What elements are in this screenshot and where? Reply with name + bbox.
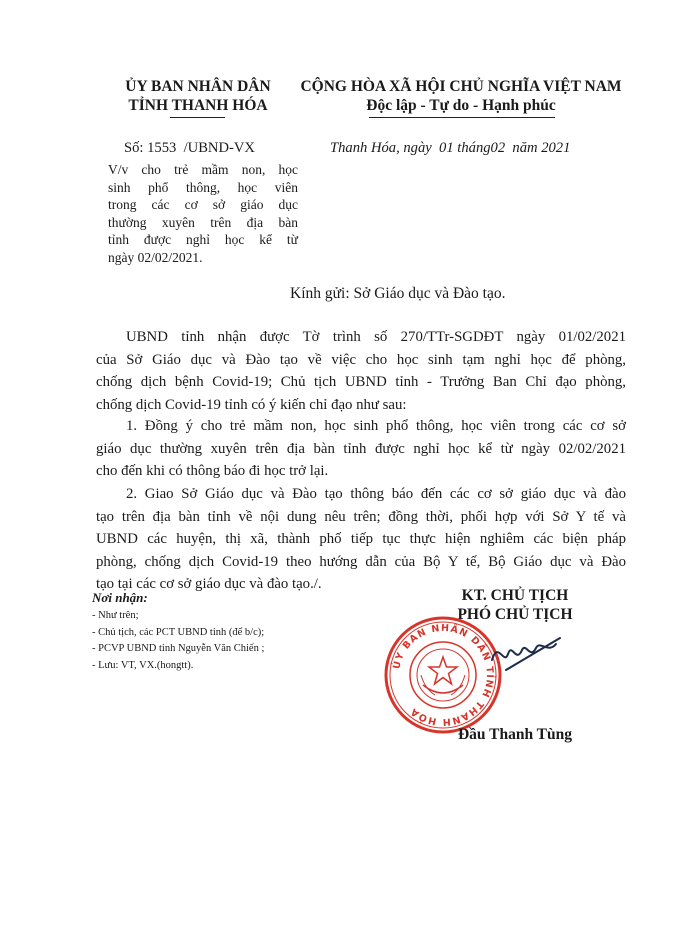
recipient-item: - Lưu: VT, VX.(hongtt). xyxy=(92,659,194,671)
signer-name: Đầu Thanh Tùng xyxy=(457,726,573,743)
org-underline xyxy=(170,117,225,118)
intro-paragraph xyxy=(96,326,626,416)
body-line: giáo dục thường xuyên trên địa bàn tỉnh được nghỉ học kể từ ngày 02/02/2021 xyxy=(96,440,626,457)
body-line: UBND các huyện, thị xã, thành phố tiếp tục thực hiện nghiêm các biện pháp xyxy=(96,531,626,547)
document-subject xyxy=(108,161,298,266)
org-name-line2: TỈNH THANH HÓA xyxy=(128,97,268,114)
subject-line: V/v cho trẻ mầm non, học xyxy=(108,162,298,177)
subject-line: tỉnh được nghỉ học kể từ xyxy=(108,232,298,247)
body-line: cho đến khi có thông báo đi học trở lại. xyxy=(96,463,329,479)
body-line: UBND tỉnh nhận được Tờ trình số 270/TTr-SGDĐT ngày 01/02/2021 xyxy=(126,329,626,345)
body-line: tạo trên địa bàn tỉnh về nội dung nêu trên; đồng thời, phối hợp với Sở Y tế và xyxy=(96,508,626,525)
motto-underline xyxy=(369,117,555,118)
recipient-line: Kính gửi: Sở Giáo dục và Đào tạo. xyxy=(290,285,506,302)
national-title: CỘNG HÒA XÃ HỘI CHỦ NGHĨA VIỆT NAM xyxy=(300,78,622,95)
subject-line: sinh phổ thông, học viên xyxy=(108,179,298,195)
item2-paragraph xyxy=(96,483,626,596)
recipients-list xyxy=(92,608,264,674)
body-line: chống dịch Covid-19 tỉnh có ý kiến chỉ đạo như sau: xyxy=(96,396,407,413)
org-name-line1: ỦY BAN NHÂN DÂN xyxy=(125,78,271,95)
national-motto: Độc lập - Tự do - Hạnh phúc xyxy=(366,97,556,114)
body-line: của Sở Giáo dục và Đào tạo về việc cho học sinh tạm nghỉ học để phòng, xyxy=(96,351,626,368)
official-stamp xyxy=(383,615,503,735)
recipients-title: Nơi nhận: xyxy=(92,590,148,605)
recipient-item: - Như trên; xyxy=(92,610,139,621)
body-line: chống dịch bệnh Covid-19; Chủ tịch UBND tỉnh - Trưởng Ban Chỉ đạo phòng, xyxy=(96,374,626,390)
handwritten-signature xyxy=(486,630,566,680)
recipient-item: - Chủ tịch, các PCT UBND tỉnh (để b/c); xyxy=(92,626,265,638)
subject-line: thường xuyên trên địa bàn xyxy=(108,214,298,230)
subject-line: trong các cơ sở giáo dục xyxy=(108,197,298,212)
document-number: Số: 1553 /UBND-VX xyxy=(124,140,255,156)
body-line: tạo tại các cơ sở giáo dục và đào tạo./. xyxy=(96,576,322,592)
body-line: 1. Đồng ý cho trẻ mầm non, học sinh phổ thông, học viên trong các cơ sở xyxy=(126,418,626,434)
signature-title1: KT. CHỦ TỊCH xyxy=(461,587,569,604)
item1-paragraph xyxy=(96,415,626,483)
emblem-icon xyxy=(417,649,469,701)
svg-text:ỦY BAN NHÂN DÂN TỈNH THANH HÓA: ỦY BAN NHÂN DÂN TỈNH THANH HÓA xyxy=(391,622,496,728)
signature-title2: PHÓ CHỦ TỊCH xyxy=(457,606,573,623)
body-line: phòng, chống dịch Covid-19 theo hướng dẫn của Bộ Y tế, Bộ Giáo dục và Đào xyxy=(96,553,626,570)
body-line: 2. Giao Sở Giáo dục và Đào tạo thông báo đến các cơ sở giáo dục và đào xyxy=(126,486,626,502)
recipient-item: - PCVP UBND tỉnh Nguyễn Văn Chiến ; xyxy=(92,643,265,654)
subject-line: ngày 02/02/2021. xyxy=(108,249,203,265)
place-date: Thanh Hóa, ngày 01 tháng02 năm 2021 xyxy=(330,140,571,156)
